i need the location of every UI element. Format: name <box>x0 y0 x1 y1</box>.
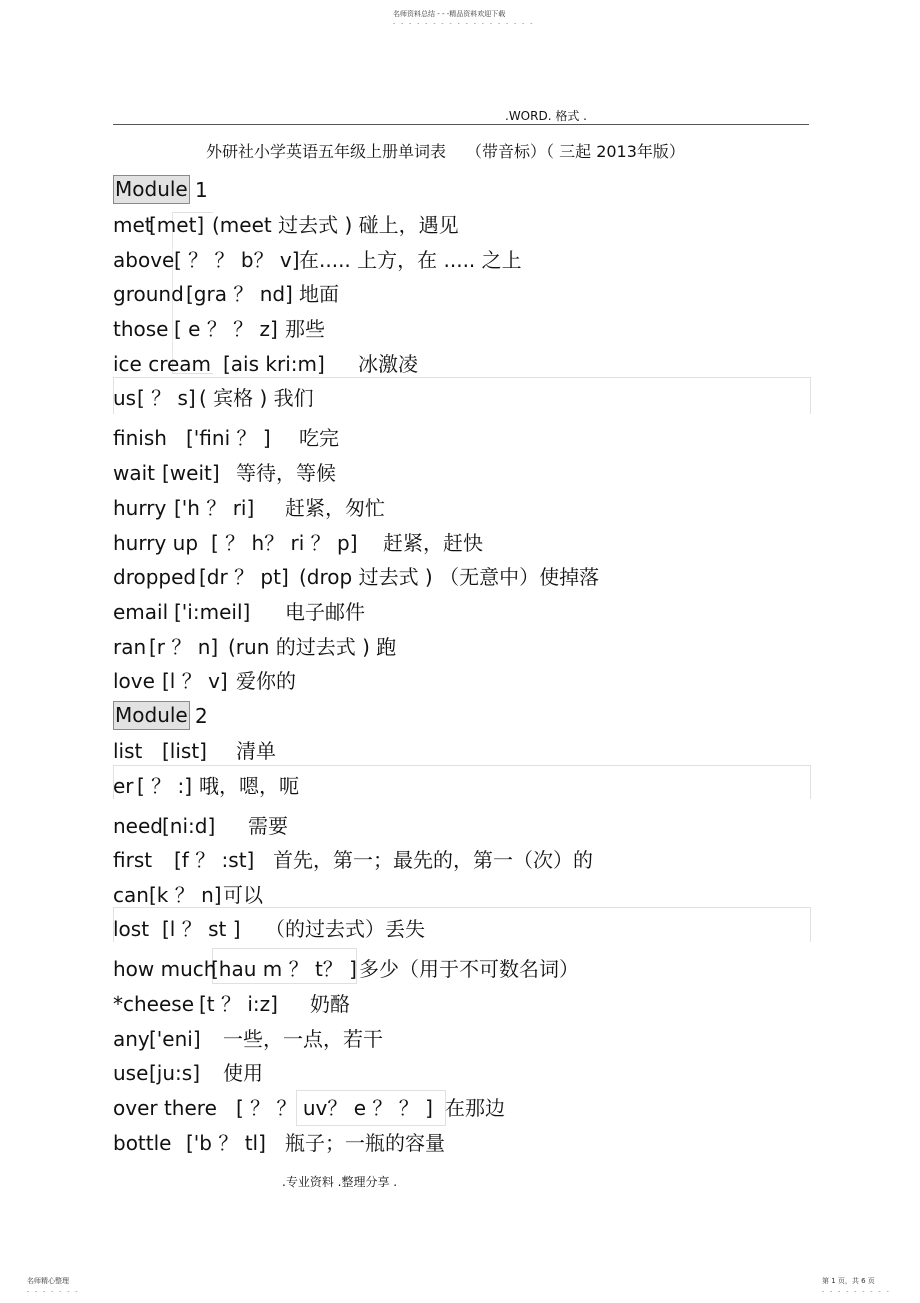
footer-left-text: 名师精心整理 <box>27 1277 69 1285</box>
vocab-phonetic: [ ？ h？ ri ？ p] <box>211 531 358 555</box>
vocab-phonetic: [t ？ i:z] <box>199 992 278 1016</box>
vocab-word: any <box>113 1027 150 1051</box>
vocab-phonetic: [l ？ v] <box>162 669 228 693</box>
vocab-phonetic: [ ？ s] <box>137 386 196 410</box>
vocab-meaning: 在..... 上方，在 ..... 之上 <box>299 248 522 272</box>
vocab-meaning: 冰激凌 <box>358 352 418 376</box>
vocab-phonetic: [ ？ ？ b？ v] <box>174 248 300 272</box>
vocab-word: ran <box>113 635 147 659</box>
vocab-meaning: 奶酪 <box>310 992 350 1016</box>
vocab-word: need <box>113 814 163 838</box>
vocab-phonetic: [gra ？ nd] <box>186 282 293 306</box>
vocab-meaning: (run 的过去式 ) 跑 <box>228 635 397 659</box>
vocab-word: us <box>113 386 137 410</box>
vocab-word: wait <box>113 461 156 485</box>
vocab-word: over there <box>113 1096 217 1120</box>
vocab-meaning: 清单 <box>236 739 276 763</box>
module-label: Module <box>113 175 190 204</box>
vocab-meaning: ( 宾格 ) 我们 <box>199 386 314 410</box>
module-number: 1 <box>195 178 208 202</box>
vocab-phonetic: [dr ？ pt] <box>199 565 289 589</box>
vocab-phonetic: [f ？ :st] <box>174 848 255 872</box>
vocab-word: lost <box>113 917 150 941</box>
vocab-word: dropped <box>113 565 197 589</box>
vocab-meaning: 可以 <box>223 883 263 907</box>
vocab-phonetic: [ ？ :] <box>137 774 193 798</box>
vocab-meaning: 地面 <box>299 282 339 306</box>
vocab-word: love <box>113 669 155 693</box>
vocab-meaning: 赶紧，赶快 <box>383 531 483 555</box>
page-number: 第 1 页，共 6 页 <box>822 1277 875 1285</box>
vocab-word: can <box>113 883 149 907</box>
vocab-phonetic: [k ？ n] <box>149 883 222 907</box>
vocab-word: hurry up <box>113 531 199 555</box>
module-number: 2 <box>195 704 208 728</box>
vocab-meaning: 多少（用于不可数名词） <box>359 957 579 981</box>
vocab-word: those <box>113 317 169 341</box>
vocab-meaning: （的过去式）丢失 <box>265 917 425 941</box>
vocab-word: *cheese <box>113 992 195 1016</box>
vocab-phonetic: [r ？ n] <box>149 635 219 659</box>
module-label: Module <box>113 701 190 730</box>
vocab-meaning: 首先，第一；最先的，第一（次）的 <box>273 848 593 872</box>
footer-right-dots: - - - - - - - - - <box>822 1288 891 1295</box>
vocab-meaning: 电子邮件 <box>285 600 365 624</box>
vocab-phonetic: [ ？ ？ uv？ e ？ ？ ] <box>236 1096 433 1120</box>
vocab-phonetic: [ e ？ ？ z] <box>174 317 278 341</box>
vocab-word: how much <box>113 957 217 981</box>
vocab-word: use <box>113 1061 149 1085</box>
vocab-meaning: (drop 过去式 ) （无意中）使掉落 <box>299 565 600 589</box>
share-note: .专业资料 .整理分享 . <box>282 1175 398 1189</box>
vocab-phonetic: [ais kri:m] <box>223 352 325 376</box>
vocab-word: ice cream <box>113 352 212 376</box>
vocab-meaning: 一些，一点，若干 <box>223 1027 383 1051</box>
vocab-phonetic: [list] <box>162 739 207 763</box>
document-title <box>206 139 685 162</box>
header-rule <box>113 124 809 125</box>
vocab-word: er <box>113 774 134 798</box>
vocab-meaning: 那些 <box>285 317 325 341</box>
format-note: .WORD. 格式 . <box>505 109 587 123</box>
vocab-phonetic: [met] <box>149 213 205 237</box>
vocab-phonetic: ['i:meil] <box>174 600 251 624</box>
vocab-phonetic: ['h ？ ri] <box>174 496 255 520</box>
title-note: （带音标）（ 三起 2013年版） <box>466 142 685 161</box>
vocab-word: list <box>113 739 143 763</box>
vocab-meaning: (meet 过去式 ) 碰上，遇见 <box>212 213 459 237</box>
footer-left-dots: - - - - - - - <box>27 1288 80 1295</box>
vocab-phonetic: ['fini ？ ] <box>186 426 271 450</box>
vocab-phonetic: [hau m ？ t？ ] <box>211 957 357 981</box>
vocab-meaning: 哦，嗯，呃 <box>199 774 299 798</box>
vocab-word: met <box>113 213 153 237</box>
vocab-phonetic: [ju:s] <box>149 1061 200 1085</box>
vocab-meaning: 瓶子；一瓶的容量 <box>285 1131 445 1155</box>
vocab-meaning: 等待，等候 <box>236 461 336 485</box>
vocab-word: email <box>113 600 169 624</box>
vocab-phonetic: [weit] <box>162 461 220 485</box>
vocab-meaning: 爱你的 <box>236 669 296 693</box>
vocab-meaning: 赶紧，匆忙 <box>285 496 385 520</box>
top-watermark-dots: - - - - - - - - - - - - - - - - - - <box>393 20 535 27</box>
vocab-word: first <box>113 848 153 872</box>
vocab-word: hurry <box>113 496 167 520</box>
vocab-phonetic: ['b ？ tl] <box>186 1131 266 1155</box>
vocab-word: bottle <box>113 1131 172 1155</box>
vocab-phonetic: [l ？ st ] <box>162 917 241 941</box>
vocab-meaning: 使用 <box>223 1061 263 1085</box>
vocab-meaning: 需要 <box>248 814 288 838</box>
vocab-meaning: 吃完 <box>299 426 339 450</box>
top-watermark-text: 名师资料总结 - - -精品资料欢迎下载 <box>393 10 506 18</box>
vocab-meaning: 在那边 <box>445 1096 505 1120</box>
vocab-word: above <box>113 248 175 272</box>
vocab-phonetic: [ni:d] <box>162 814 216 838</box>
vocab-word: ground <box>113 282 184 306</box>
vocab-phonetic: ['eni] <box>149 1027 201 1051</box>
vocab-word: finish <box>113 426 167 450</box>
title-main: 外研社小学英语五年级上册单词表 <box>206 142 447 161</box>
